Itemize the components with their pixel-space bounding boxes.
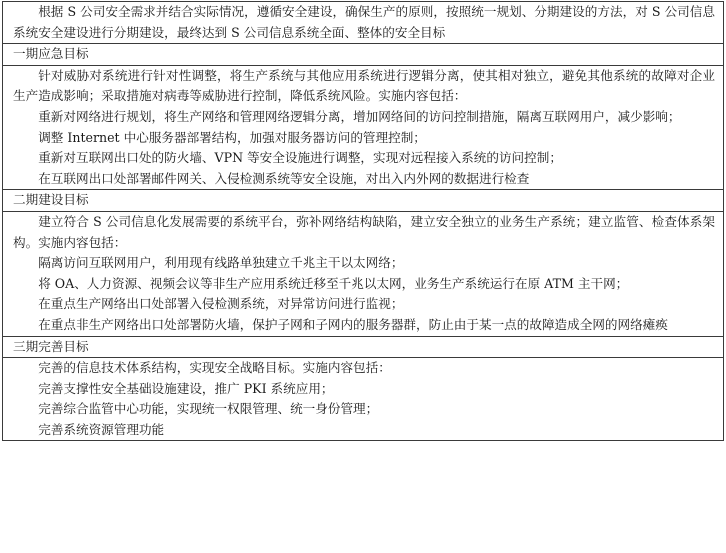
phase-2-header-row — [3, 190, 724, 212]
phase-1-paragraph: 重新对网络进行规划，将生产网络和管理网络逻辑分离，增加网络间的访问控制措施，隔离互联网用户，减少影响； — [38, 108, 681, 124]
phase-2-paragraph: 隔离访问互联网用户，利用现有线路单独建立千兆主干以太网络； — [38, 255, 404, 271]
phase-3-paragraph: 完善的信息技术体系结构，实现安全战略目标。实施内容包括： — [38, 360, 391, 376]
phase-1-paragraph: 重新对互联网出口处的防火墙、VPN 等安全设施进行调整，实现对远程接入系统的访问控制； — [38, 150, 562, 166]
intro-cell — [3, 2, 724, 44]
phase-2-paragraph: 建立符合 S 公司信息化发展需要的系统平台，弥补网络结构缺陷，建立安全独立的业务生产系统；建立监管、检查体系架构。实施内容包括： — [13, 213, 715, 250]
phase-3-body — [3, 358, 724, 441]
phase-2-body — [3, 211, 724, 336]
phase-2-body-row — [3, 211, 724, 336]
phase-1-paragraph: 在互联网出口处部署邮件网关、入侵检测系统等安全设施，对出入内外网的数据进行检查 — [38, 170, 530, 186]
phase-3-body-row — [3, 358, 724, 441]
phase-1-body — [3, 65, 724, 190]
phase-2-paragraph: 在重点生产网络出口处部署入侵检测系统，对异常访问进行监视； — [38, 296, 404, 312]
phase-3-paragraph: 完善综合监管中心功能，实现统一权限管理、统一身份管理； — [38, 401, 379, 417]
phase-1-body-row — [3, 65, 724, 190]
phase-3-paragraph: 完善支撑性安全基础设施建设，推广 PKI 系统应用； — [38, 380, 334, 396]
phase-1-paragraph: 针对威胁对系统进行针对性调整，将生产系统与其他应用系统进行逻辑分离，使其相对独立，避免其他系统的故障对企业生产造成影响；采取措施对病毒等威胁进行控制，降低系统风险。实施内容包括： — [13, 67, 715, 104]
phase-2-title: 二期建设目标 — [3, 190, 724, 212]
phase-1-title: 一期应急目标 — [3, 44, 724, 66]
phase-3-paragraph: 完善系统资源管理功能 — [38, 421, 165, 437]
phase-1-header-row — [3, 44, 724, 66]
phase-3-title: 三期完善目标 — [3, 336, 724, 358]
intro-text: 根据 S 公司安全需求并结合实际情况，遵循安全建设，确保生产的原则，按照统一规划、分期建设的方法，对 S 公司信息系统安全建设进行分期建设，最终达到 S 公司信息系统全面、整体的安全目标 — [13, 4, 715, 40]
phase-3-header-row — [3, 336, 724, 358]
security-plan-table — [2, 1, 724, 441]
phase-2-paragraph: 在重点非生产网络出口处部署防火墙，保护子网和子网内的服务器群，防止由于某一点的故障造成全网的网络瘫痪 — [38, 316, 668, 332]
intro-row — [3, 2, 724, 44]
phase-2-paragraph: 将 OA、人力资源、视频会议等非生产应用系统迁移至千兆以太网，业务生产系统运行在原 ATM 主干网； — [38, 275, 629, 291]
phase-1-paragraph: 调整 Internet 中心服务器部署结构，加强对服务器访问的管理控制； — [38, 129, 426, 145]
